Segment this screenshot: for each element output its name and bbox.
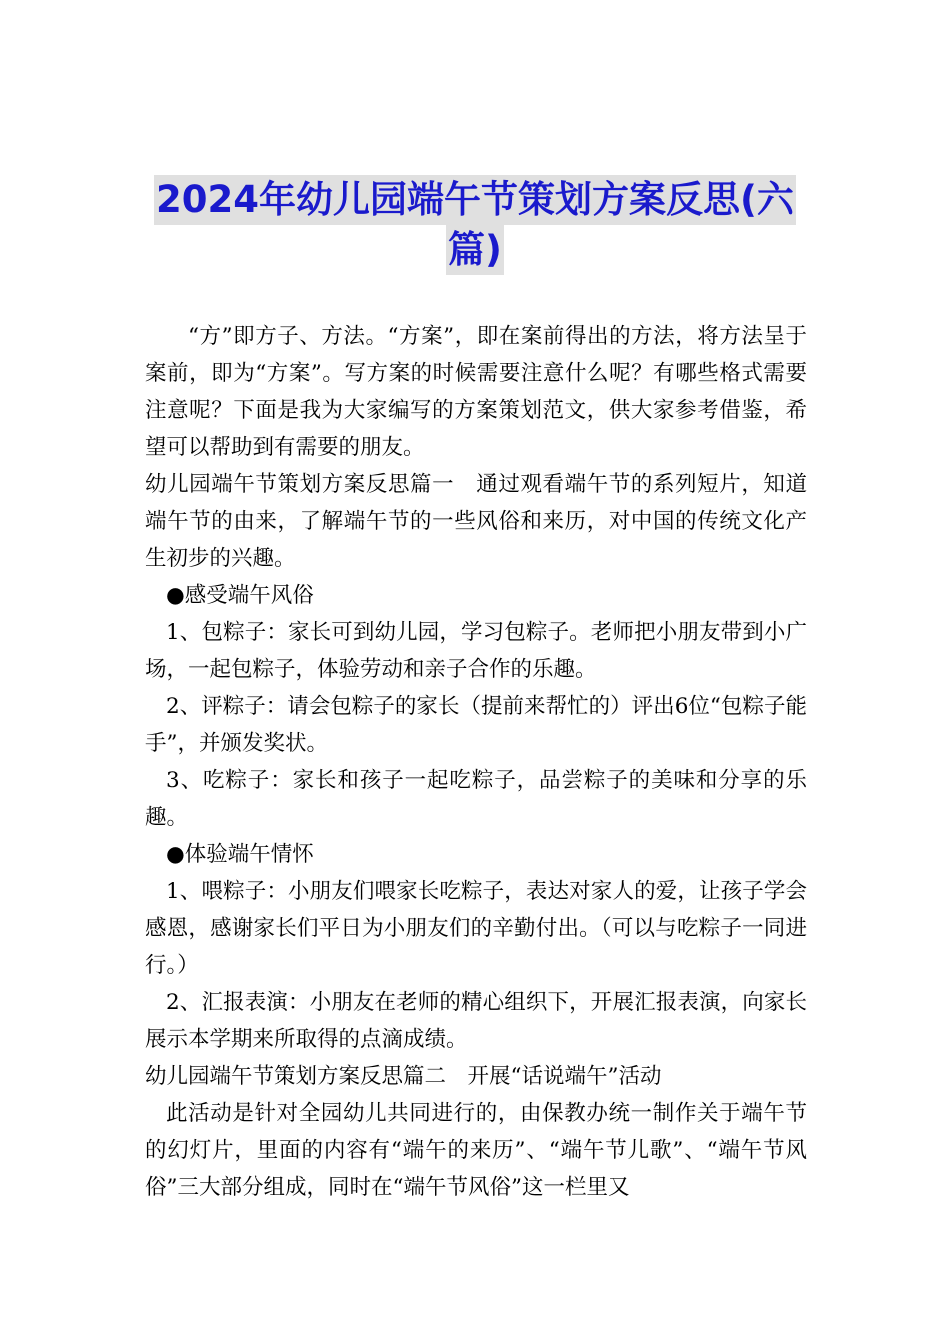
- part-two-heading: 幼儿园端午节策划方案反思篇二 开展“话说端午”活动: [145, 1064, 662, 1089]
- list-item: 2、汇报表演：小朋友在老师的精心组织下，开展汇报表演，向家长展示本学期来所取得的点滴成绩。: [145, 990, 807, 1052]
- bullet-heading-customs: ●感受端午风俗: [166, 583, 314, 608]
- list-item: 2、评粽子：请会包粽子的家长（提前来帮忙的）评出6位“包粽子能手”，并颁发奖状。: [145, 694, 807, 756]
- list-item: 1、喂粽子：小朋友们喂家长吃粽子，表达对家人的爱，让孩子学会感恩，感谢家长们平日为小朋友们的辛勤付出。（可以与吃粽子一同进行。）: [145, 879, 807, 978]
- title-line-1: 2024年幼儿园端午节策划方案反思(六: [154, 175, 796, 225]
- list-item: 3、吃粽子：家长和孩子一起吃粽子，品尝粽子的美味和分享的乐趣。: [145, 768, 807, 830]
- document-body: [145, 318, 807, 1206]
- intro-paragraph: “方”即方子、方法。“方案”，即在案前得出的方法，将方法呈于案前，即为“方案”。写方案的时候需要注意什么呢？有哪些格式需要注意呢？下面是我为大家编写的方案策划范文，供大家参考借鉴，希望可以帮助到有需要的朋友。: [145, 324, 807, 460]
- part-two-paragraph: 此活动是针对全园幼儿共同进行的，由保教办统一制作关于端午节的幻灯片，里面的内容有“端午的来历”、“端午节儿歌”、“端午节风俗”三大部分组成，同时在“端午节风俗”这一栏里又: [145, 1101, 807, 1200]
- document-title: [145, 175, 805, 275]
- bullet-heading-feelings: ●体验端午情怀: [166, 842, 314, 867]
- title-line-2: 篇): [446, 225, 504, 275]
- part-one-paragraph: 幼儿园端午节策划方案反思篇一 通过观看端午节的系列短片，知道端午节的由来，了解端午节的一些风俗和来历，对中国的传统文化产生初步的兴趣。: [145, 472, 807, 571]
- list-item: 1、包粽子：家长可到幼儿园，学习包粽子。老师把小朋友带到小广场，一起包粽子，体验劳动和亲子合作的乐趣。: [145, 620, 807, 682]
